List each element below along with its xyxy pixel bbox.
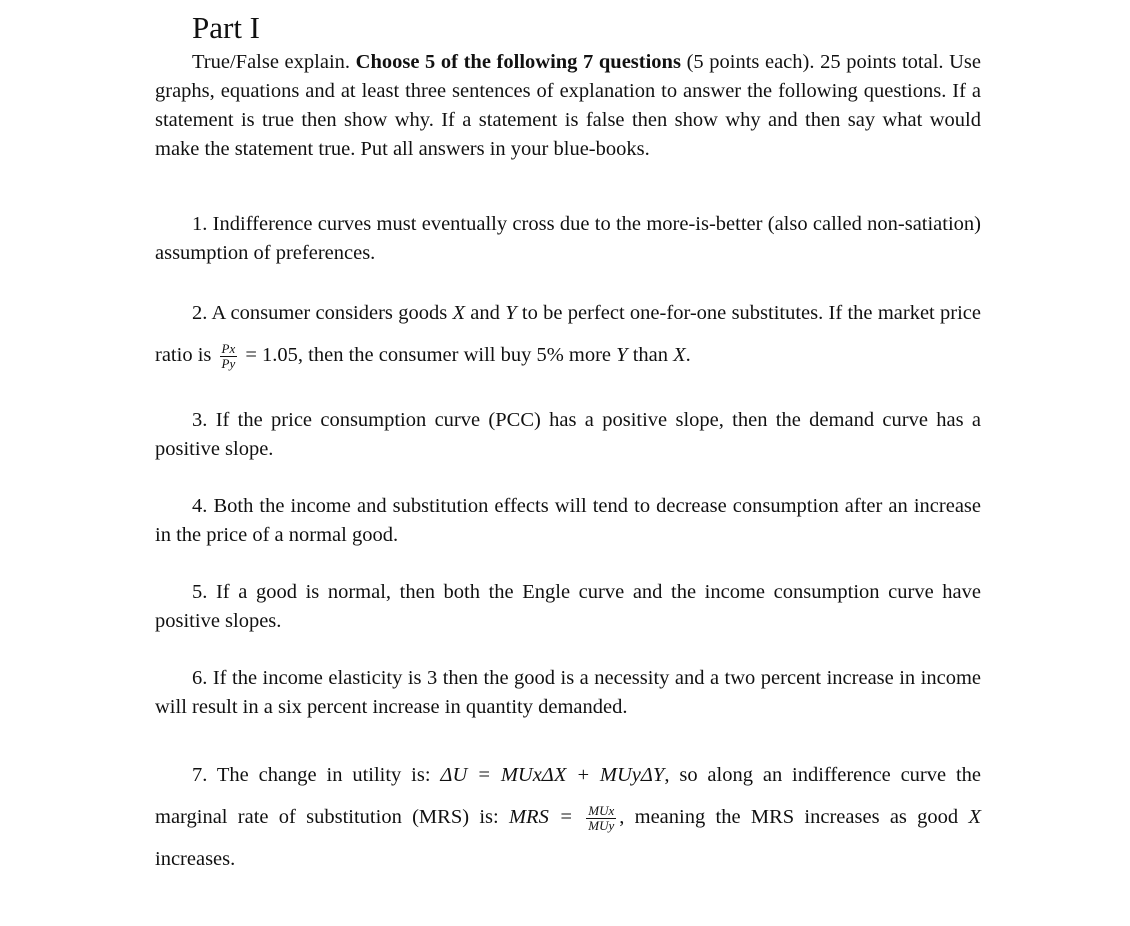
question-2-text-than: than	[627, 344, 674, 366]
mrs-fraction	[586, 804, 616, 833]
question-2	[155, 292, 981, 376]
question-7-var-x: X	[968, 806, 981, 828]
instructions-lead: True/False explain.	[192, 51, 351, 73]
question-2-text-c: = 1.05, then the consumer will buy 5% more	[240, 344, 617, 366]
question-2-var-y-2: Y	[616, 344, 628, 366]
question-7-text-b: , so along an indifference curve the marginal rate of substitution (MRS) is:	[155, 764, 982, 828]
question-1: 1. Indifference curves must eventually cross due to the more-is-better (also called non-satiation) assumption of preferences.	[155, 213, 981, 264]
question-2-text-a: 2. A consumer considers goods	[192, 302, 453, 324]
question-2-var-y: Y	[505, 302, 517, 324]
mrs-denominator: MUy	[588, 817, 615, 833]
instructions-bold: Choose 5 of the following 7 questions	[355, 51, 681, 73]
price-ratio-fraction	[220, 342, 238, 371]
page-title: Part I	[192, 10, 261, 45]
price-ratio-numerator: Px	[221, 340, 236, 356]
question-2-var-x: X	[452, 302, 465, 324]
question-2-text-b: to be perfect one-for-one substitutes. If the market price ratio is	[155, 302, 981, 366]
mrs-equation: MRS =	[508, 806, 584, 828]
mrs-numerator: MUx	[588, 802, 615, 818]
question-2-text-and: and	[465, 302, 506, 324]
question-3: 3. If the price consumption curve (PCC) has a positive slope, then the demand curve has a positive slope.	[155, 409, 981, 460]
question-7-text-a: 7. The change in utility is:	[192, 764, 441, 786]
instructions-paragraph	[155, 48, 981, 164]
price-ratio-denominator: Py	[221, 355, 236, 371]
utility-change-equation: ΔU = MUxΔX + MUyΔY	[440, 764, 665, 786]
document-page	[155, 8, 981, 880]
instructions-rest: (5 points each). 25 points total. Use graphs, equations and at least three sentences of explanation to answer the following questions. If a statement is true then show why. If a statement is false then show why and then say what would make the statement true. Put all answers in your blue-books.	[155, 51, 982, 160]
question-6: 6. If the income elasticity is 3 then the good is a necessity and a two percent increase in income will result in a six percent increase in quantity demanded.	[155, 667, 981, 718]
question-7	[155, 754, 981, 880]
question-5: 5. If a good is normal, then both the Engle curve and the income consumption curve have positive slopes.	[155, 581, 981, 632]
question-4: 4. Both the income and substitution effects will tend to decrease consumption after an increase in the price of a normal good.	[155, 495, 981, 546]
question-7-text-end: increases.	[155, 848, 236, 870]
question-2-var-x-2: X	[673, 344, 686, 366]
question-2-text-end: .	[685, 344, 691, 366]
question-7-text-c: , meaning the MRS increases as good	[619, 806, 969, 828]
